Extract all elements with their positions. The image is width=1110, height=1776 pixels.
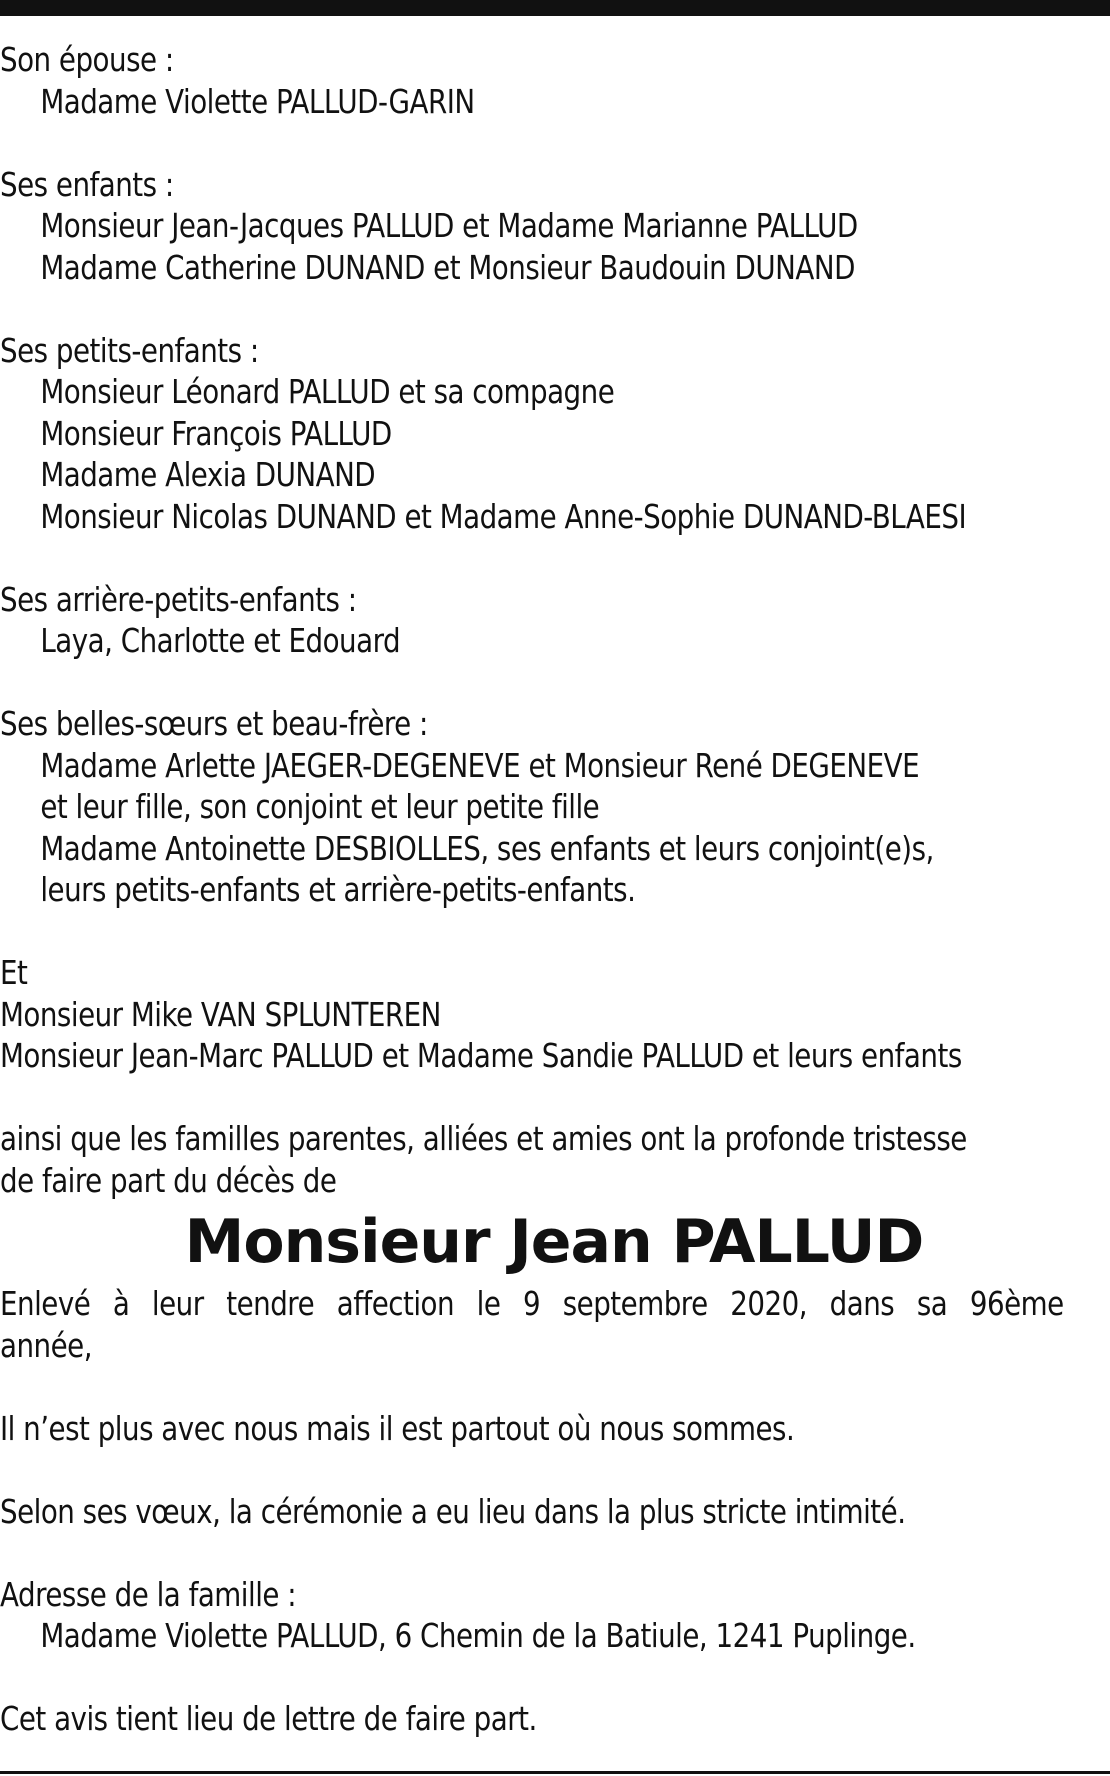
section-heading-children: Ses enfants : — [0, 164, 174, 204]
obituary-notice — [0, 39, 1108, 1740]
announcement-line: de faire part du décès de — [0, 1160, 337, 1200]
great-grandchild-line: Laya, Charlotte et Edouard — [40, 621, 401, 660]
grandchild-line: Monsieur Léonard PALLUD et sa compagne — [40, 372, 615, 411]
section-heading-spouse: Son épouse : — [0, 40, 174, 79]
spouse-name: Madame Violette PALLUD-GARIN — [40, 81, 475, 121]
other-mourner-line: Monsieur Jean-Marc PALLUD et Madame Sandie PALLUD et leurs enfants — [0, 1036, 962, 1075]
spacer — [0, 1532, 1108, 1574]
ceremony-note: Selon ses vœux, la cérémonie a eu lieu dans la plus stricte intimité. — [0, 1491, 906, 1531]
child-line: Monsieur Jean-Jacques PALLUD et Madame Marianne PALLUD — [40, 206, 858, 245]
and-label: Et — [0, 953, 28, 992]
grandchild-line: Madame Alexia DUNAND — [40, 455, 376, 494]
section-heading-grandchildren: Ses petits-enfants : — [0, 330, 259, 370]
section-heading-great-grandchildren: Ses arrière-petits-enfants : — [0, 579, 357, 619]
other-mourner-line: Monsieur Mike VAN SPLUNTEREN — [0, 994, 441, 1034]
in-law-line: leurs petits-enfants et arrière-petits-enfants. — [40, 870, 636, 909]
in-law-line: et leur fille, son conjoint et leur petite fille — [40, 787, 600, 826]
spacer — [0, 1449, 1108, 1491]
address-heading: Adresse de la famille : — [0, 1574, 297, 1614]
announcement-line: ainsi que les familles parentes, alliées et amies ont la profonde tristesse — [0, 1119, 967, 1158]
spacer — [0, 1077, 1108, 1119]
spacer — [0, 1657, 1108, 1699]
deceased-name: Monsieur Jean PALLUD — [184, 1207, 924, 1277]
closing-note: Cet avis tient lieu de lettre de faire part. — [0, 1699, 537, 1738]
death-details-line: année, — [0, 1325, 93, 1365]
family-address: Madame Violette PALLUD, 6 Chemin de la Batiule, 1241 Puplinge. — [40, 1616, 916, 1655]
grandchild-line: Monsieur Nicolas DUNAND et Madame Anne-Sophie DUNAND-BLAESI — [40, 496, 967, 536]
spacer — [0, 288, 1108, 330]
spacer — [0, 537, 1108, 579]
bottom-rule — [0, 1771, 1110, 1774]
section-heading-in-laws: Ses belles-sœurs et beau-frère : — [0, 704, 428, 743]
in-law-line: Madame Antoinette DESBIOLLES, ses enfants et leurs conjoint(e)s, — [40, 828, 934, 868]
top-rule — [0, 0, 1110, 16]
child-line: Madame Catherine DUNAND et Monsieur Baudouin DUNAND — [40, 247, 855, 287]
spacer — [0, 662, 1108, 704]
memorial-quote: Il n’est plus avec nous mais il est partout où nous sommes. — [0, 1408, 795, 1448]
grandchild-line: Monsieur François PALLUD — [40, 413, 392, 453]
spacer — [0, 911, 1108, 953]
death-details-line: Enlevé à leur tendre affection le 9 septembre 2020, dans sa 96ème — [0, 1284, 1064, 1323]
in-law-line: Madame Arlette JAEGER-DEGENEVE et Monsieur René DEGENEVE — [40, 745, 920, 785]
spacer — [0, 1366, 1108, 1408]
spacer — [0, 122, 1108, 164]
